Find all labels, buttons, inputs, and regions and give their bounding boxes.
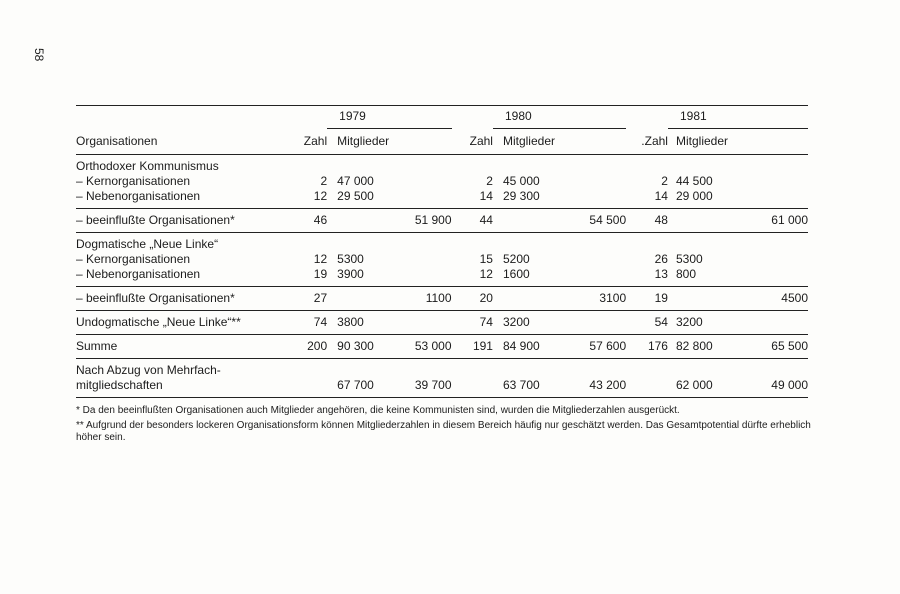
- table-cell: 19: [313, 267, 328, 281]
- table-cell: 5200: [502, 252, 530, 266]
- table-cell: 54 500: [571, 209, 626, 233]
- table-cell: 4500: [740, 287, 808, 311]
- table-cell: 1100: [400, 287, 452, 311]
- footnotes: [76, 405, 816, 447]
- table-cell: 90 300: [327, 335, 400, 359]
- table-cell: [327, 287, 400, 311]
- table-cell: [493, 209, 571, 233]
- table-cell: 39 700: [400, 378, 452, 398]
- table-cell: 27: [287, 287, 327, 311]
- year-1979: 1979: [327, 106, 451, 129]
- table-row: [76, 155, 808, 175]
- table-cell: [571, 252, 626, 267]
- table-cell: 74: [452, 311, 493, 335]
- table-cell: 3900: [337, 267, 364, 281]
- table-cell: [452, 378, 493, 398]
- table-cell: [668, 233, 740, 253]
- table-cell: 46: [287, 209, 327, 233]
- table-row: [76, 209, 808, 233]
- table-cell: 2: [320, 174, 328, 188]
- row-label: – Kernorganisationen: [76, 252, 191, 266]
- table-cell: 48: [626, 209, 668, 233]
- table-cell: [740, 233, 808, 253]
- membership-table: [76, 105, 808, 398]
- table-cell: [452, 359, 493, 379]
- table-cell: 82 800: [668, 335, 740, 359]
- table-cell: [400, 252, 452, 267]
- row-label: Nach Abzug von Mehrfach-: [76, 359, 287, 379]
- table-cell: 20: [452, 287, 493, 311]
- table-cell: 200: [287, 335, 327, 359]
- table-row: [76, 359, 808, 379]
- table-cell: [571, 174, 626, 189]
- table-cell: 54: [626, 311, 668, 335]
- table-cell: [740, 252, 808, 267]
- table-cell: [740, 189, 808, 209]
- table-cell: 45 000: [502, 174, 540, 188]
- header-zahl-1981: .Zahl: [641, 133, 668, 148]
- table-cell: [327, 155, 400, 175]
- table-cell: 176: [626, 335, 668, 359]
- table-cell: 84 900: [493, 335, 571, 359]
- table-cell: [571, 359, 626, 379]
- table-cell: [740, 174, 808, 189]
- table-cell: 800: [675, 267, 697, 281]
- table-cell: [493, 155, 571, 175]
- row-label: Dogmatische „Neue Linke“: [76, 233, 287, 253]
- year-1981: 1981: [668, 106, 808, 129]
- table-cell: [400, 155, 452, 175]
- table-cell: [493, 233, 571, 253]
- table-cell: [400, 189, 452, 209]
- header-zahl-1980: Zahl: [469, 133, 493, 148]
- column-header-row: [76, 129, 808, 155]
- footnote-2: ** Aufgrund der besonders lockeren Organisationsform können Mitgliederzahlen in diesem Bereich häufig nur geschätzt werden. Das Gesamtpotential dürfte erheblich höher sein.: [76, 420, 811, 443]
- table-cell: [400, 233, 452, 253]
- table-cell: [626, 378, 668, 398]
- table-cell: 62 000: [668, 378, 740, 398]
- table-cell: [740, 267, 808, 287]
- table-row: [76, 311, 808, 335]
- table-cell: 12: [313, 252, 328, 266]
- table-cell: 191: [452, 335, 493, 359]
- table-cell: [626, 155, 668, 175]
- table-cell: [740, 155, 808, 175]
- table-cell: 3200: [493, 311, 571, 335]
- table-row: [76, 267, 808, 287]
- table-cell: [740, 311, 808, 335]
- table-cell: [571, 189, 626, 209]
- table-cell: 49 000: [740, 378, 808, 398]
- row-label: Orthodoxer Kommunismus: [76, 155, 287, 175]
- row-label: Summe: [76, 335, 287, 359]
- table-cell: [287, 155, 327, 175]
- table-cell: 51 900: [400, 209, 452, 233]
- table-cell: [400, 174, 452, 189]
- table-cell: [400, 311, 452, 335]
- table-body: [76, 155, 808, 398]
- table-cell: 14: [654, 189, 668, 203]
- page-number: 58: [32, 48, 46, 62]
- table-cell: 29 300: [502, 189, 540, 203]
- table-cell: 67 700: [327, 378, 400, 398]
- table-cell: 61 000: [740, 209, 808, 233]
- table-cell: [493, 359, 571, 379]
- table-row: [76, 335, 808, 359]
- table-row: [76, 189, 808, 209]
- table-cell: [452, 233, 493, 253]
- row-label: – Nebenorganisationen: [76, 189, 201, 203]
- table-cell: 74: [287, 311, 327, 335]
- table-cell: [626, 233, 668, 253]
- table-cell: 3800: [327, 311, 400, 335]
- row-label: Undogmatische „Neue Linke“**: [76, 311, 287, 335]
- table-cell: 53 000: [400, 335, 452, 359]
- row-label: – Kernorganisationen: [76, 174, 191, 188]
- table-cell: 44: [452, 209, 493, 233]
- table-cell: 65 500: [740, 335, 808, 359]
- table-cell: 57 600: [571, 335, 626, 359]
- table-cell: [287, 233, 327, 253]
- table-cell: [626, 359, 668, 379]
- table-cell: [571, 267, 626, 287]
- row-label: – beeinflußte Organisationen*: [76, 287, 287, 311]
- header-mitglieder-1980: Mitglieder: [502, 134, 555, 148]
- year-1980: 1980: [493, 106, 626, 129]
- table-cell: 12: [313, 189, 328, 203]
- year-header-row: [76, 106, 808, 129]
- table-cell: [327, 233, 400, 253]
- table-cell: [400, 359, 452, 379]
- table-cell: 44 500: [675, 174, 713, 188]
- table-cell: 13: [654, 267, 668, 281]
- row-label: mitgliedschaften: [76, 378, 287, 398]
- table-cell: [400, 267, 452, 287]
- table-cell: [287, 378, 327, 398]
- table-cell: [327, 209, 400, 233]
- table-cell: 19: [626, 287, 668, 311]
- row-label: – beeinflußte Organisationen*: [76, 209, 287, 233]
- table-cell: [668, 287, 740, 311]
- table-cell: 3200: [668, 311, 740, 335]
- table-row: [76, 378, 808, 398]
- table-cell: 15: [479, 252, 493, 266]
- row-label: – Nebenorganisationen: [76, 267, 201, 281]
- table-cell: [571, 233, 626, 253]
- table-cell: 12: [479, 267, 493, 281]
- table-cell: 3100: [571, 287, 626, 311]
- table-cell: 1600: [502, 267, 530, 281]
- table-row: [76, 233, 808, 253]
- table-cell: 43 200: [571, 378, 626, 398]
- header-organisationen: Organisationen: [76, 133, 158, 148]
- table-cell: 5300: [337, 252, 364, 266]
- table-cell: 14: [479, 189, 493, 203]
- table-cell: 29 000: [675, 189, 713, 203]
- table-cell: 26: [654, 252, 668, 266]
- table-cell: [287, 359, 327, 379]
- table-cell: [452, 155, 493, 175]
- table-row: [76, 287, 808, 311]
- table-cell: [327, 359, 400, 379]
- table-cell: 47 000: [337, 174, 374, 188]
- table-cell: [571, 311, 626, 335]
- table-cell: [740, 359, 808, 379]
- header-mitglieder-1981: Mitglieder: [675, 134, 729, 148]
- table-cell: 2: [486, 174, 493, 188]
- header-zahl-1979: Zahl: [303, 133, 328, 148]
- table-cell: 5300: [675, 252, 703, 266]
- table-cell: 63 700: [493, 378, 571, 398]
- table-cell: [668, 155, 740, 175]
- table-cell: [571, 155, 626, 175]
- table-row: [76, 174, 808, 189]
- table-cell: [668, 359, 740, 379]
- table-cell: [668, 209, 740, 233]
- footnote-1: * Da den beeinflußten Organisationen auch Mitglieder angehören, die keine Kommunisten sind, wurden die Mitgliederzahlen ausgerückt.: [76, 405, 680, 416]
- table-cell: 2: [661, 174, 668, 188]
- table-cell: 29 500: [337, 189, 374, 203]
- table-cell: [493, 287, 571, 311]
- header-mitglieder-1979: Mitglieder: [337, 134, 390, 148]
- table-row: [76, 252, 808, 267]
